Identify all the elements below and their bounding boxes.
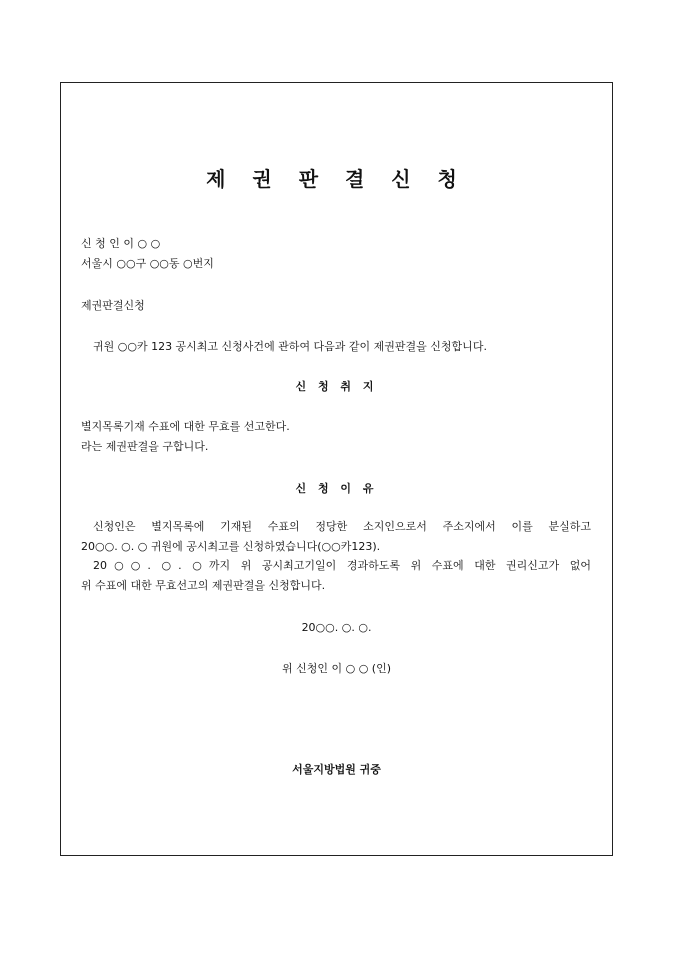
reason-line: 위 수표에 대한 무효선고의 제권판결을 신청합니다.	[81, 579, 326, 592]
purpose-line: 라는 제권판결을 구합니다.	[81, 440, 209, 453]
court-addressee: 서울지방법원 귀중	[292, 763, 381, 776]
reason-heading: 신 청 이 유	[295, 482, 378, 495]
document-page	[60, 82, 613, 856]
applicant-address: 서울시 ○○구 ○○동 ○번지	[81, 257, 214, 270]
subject-line: 제권판결신청	[81, 299, 145, 312]
purpose-heading: 신 청 취 지	[295, 380, 378, 393]
document-title: 제 권 판 결 신 청	[206, 167, 467, 191]
signature-line: 위 신청인 이 ○ ○ (인)	[281, 662, 392, 675]
date-line: 20○○. ○. ○.	[301, 621, 372, 634]
reason-line: 신청인은 별지목록에 기재된 수표의 정당한 소지인으로서 주소지에서 이를 분실하고	[93, 520, 591, 533]
applicant-line: 신 청 인 이 ○ ○	[81, 237, 161, 250]
reason-line: 20○○. ○. ○까지 위 공시최고기일이 경과하도록 위 수표에 대한 권리신고가 없어	[93, 559, 591, 572]
reason-line: 20○○. ○. ○ 귀원에 공시최고를 신청하였습니다(○○카123).	[81, 540, 381, 553]
intro-paragraph: 귀원 ○○카 123 공시최고 신청사건에 관하여 다음과 같이 제권판결을 신청합니다.	[93, 340, 487, 353]
purpose-line: 별지목록기재 수표에 대한 무효를 선고한다.	[81, 420, 290, 433]
